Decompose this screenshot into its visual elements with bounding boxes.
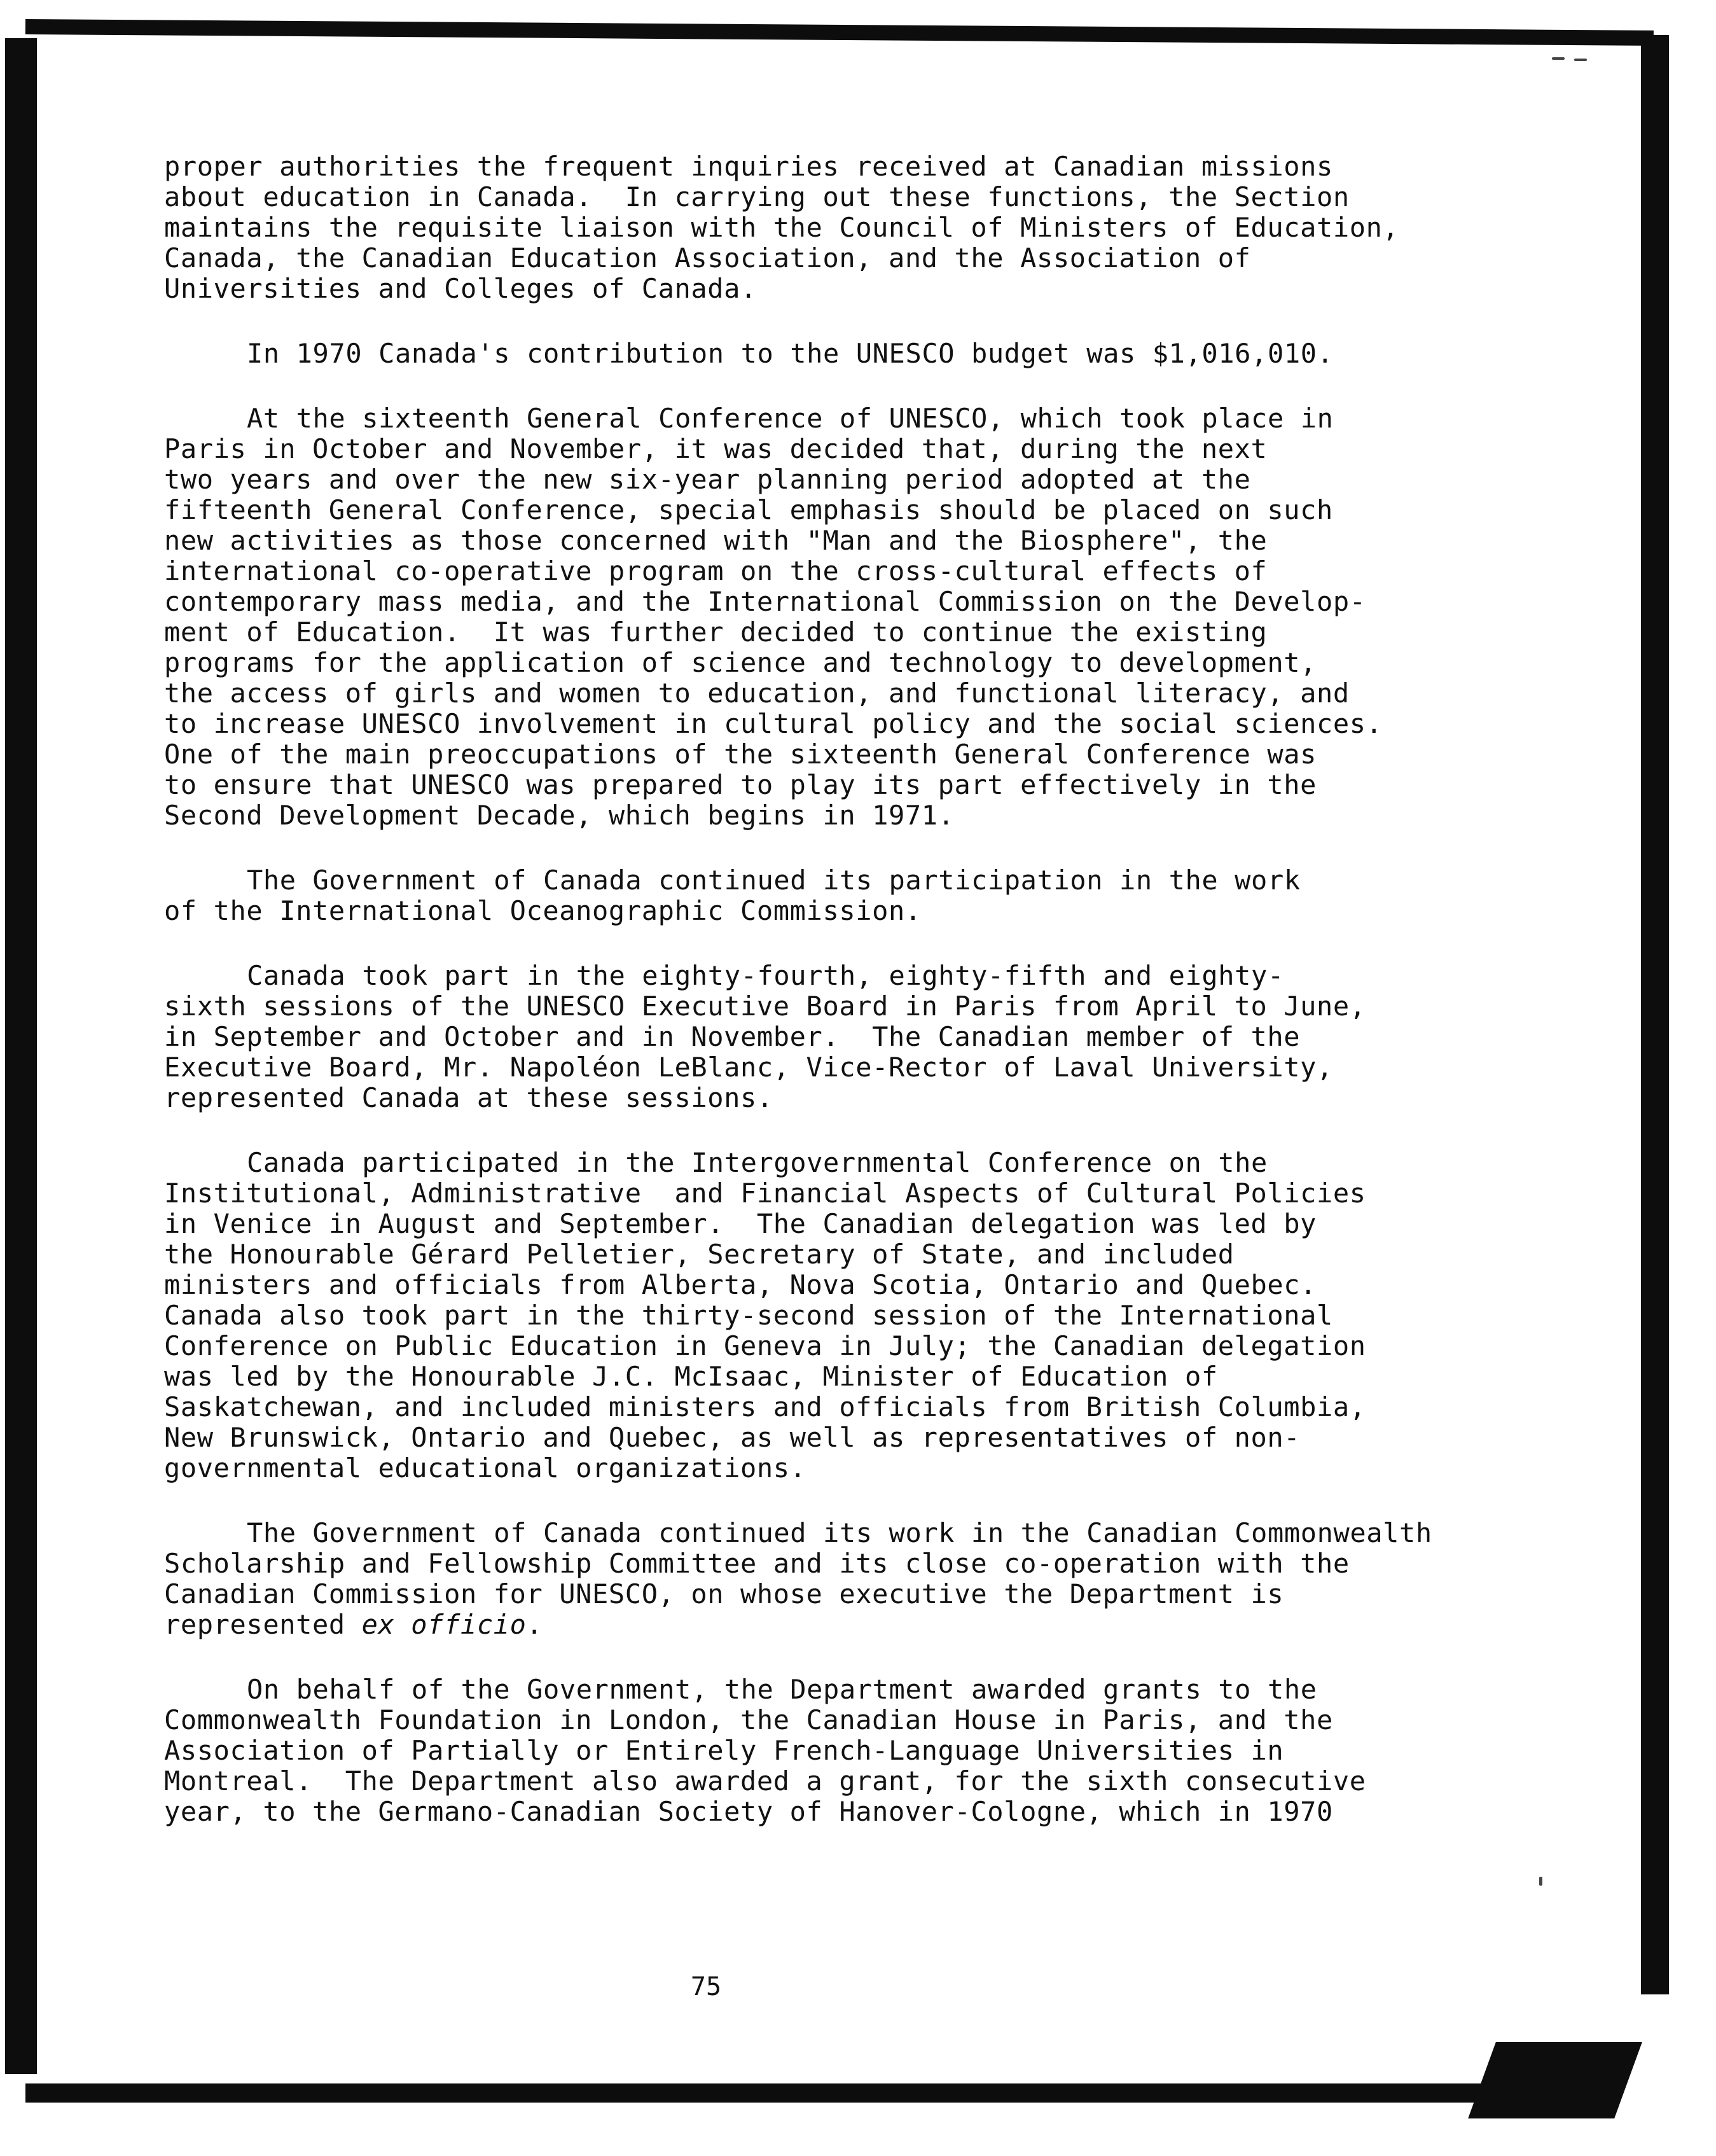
- text-line: On behalf of the Government, the Department awarded grants to the: [247, 1674, 1317, 1705]
- paragraph-4: [164, 865, 1474, 926]
- paragraph-3: [164, 403, 1474, 831]
- scan-border-left: [5, 38, 37, 2074]
- document-body: [164, 151, 1474, 1827]
- paragraph-2: [164, 338, 1474, 369]
- text-line: the access of girls and women to education, and functional literacy, and: [164, 678, 1350, 709]
- text-line: ment of Education. It was further decided to continue the existing: [164, 616, 1268, 648]
- text-line: Montreal. The Department also awarded a grant, for the sixth consecutive: [164, 1765, 1366, 1797]
- text-line: in Venice in August and September. The Canadian delegation was led by: [164, 1208, 1317, 1239]
- text-line: Executive Board, Mr. Napoléon LeBlanc, Vice-Rector of Laval University,: [164, 1052, 1333, 1083]
- text-line: Canadian Commission for UNESCO, on whose executive the Department is: [164, 1578, 1284, 1610]
- paragraph-6: [164, 1148, 1474, 1484]
- text-line: Conference on Public Education in Geneva in July; the Canadian delegation: [164, 1330, 1366, 1361]
- text-line: to increase UNESCO involvement in cultural policy and the social sciences.: [164, 708, 1383, 739]
- text-line: [164, 1610, 1474, 1640]
- text-line: The Government of Canada continued its participation in the work: [247, 865, 1301, 896]
- text-line: Paris in October and November, it was decided that, during the next: [164, 433, 1268, 464]
- paragraph-5: [164, 961, 1474, 1113]
- text-line: contemporary mass media, and the International Commission on the Develop-: [164, 586, 1366, 617]
- text-line: Canada took part in the eighty-fourth, eighty-fifth and eighty-: [247, 960, 1284, 991]
- text-line: New Brunswick, Ontario and Quebec, as well as representatives of non-: [164, 1422, 1301, 1453]
- text-line: Association of Partially or Entirely French-Language Universities in: [164, 1735, 1284, 1766]
- text-fragment: represented: [164, 1609, 362, 1640]
- text-line: Institutional, Administrative and Financial Aspects of Cultural Policies: [164, 1178, 1366, 1209]
- text-line: Saskatchewan, and included ministers and officials from British Columbia,: [164, 1391, 1366, 1422]
- text-line: At the sixteenth General Conference of UNESCO, which took place in: [247, 403, 1334, 434]
- text-line: about education in Canada. In carrying out these functions, the Section: [164, 181, 1350, 212]
- text-line: in September and October and in November. The Canadian member of the: [164, 1021, 1301, 1052]
- text-line: to ensure that UNESCO was prepared to play its part effectively in the: [164, 769, 1317, 800]
- text-line: new activities as those concerned with "Man and the Biosphere", the: [164, 525, 1268, 556]
- text-line: Canada, the Canadian Education Association, and the Association of: [164, 242, 1251, 274]
- text-line: international co-operative program on the cross-cultural effects of: [164, 555, 1268, 587]
- scan-border-bottom: [25, 2083, 1577, 2103]
- text-line: fifteenth General Conference, special emphasis should be placed on such: [164, 494, 1333, 525]
- scan-speck: [1552, 57, 1565, 60]
- paragraph-1: [164, 151, 1474, 304]
- paragraph-7: [164, 1518, 1474, 1640]
- text-line: Canada also took part in the thirty-second session of the International: [164, 1300, 1333, 1331]
- text-line: maintains the requisite liaison with the Council of Ministers of Education,: [164, 212, 1399, 243]
- text-line: of the International Oceanographic Commission.: [164, 895, 922, 926]
- text-line: year, to the Germano-Canadian Society of Hanover-Cologne, which in 1970: [164, 1796, 1333, 1827]
- text-line: sixth sessions of the UNESCO Executive Board in Paris from April to June,: [164, 991, 1366, 1022]
- text-line: Scholarship and Fellowship Committee and its close co-operation with the: [164, 1548, 1350, 1579]
- text-line: One of the main preoccupations of the sixteenth General Conference was: [164, 739, 1317, 770]
- italic-term: ex officio: [361, 1609, 527, 1640]
- scan-border-corner: [1468, 2042, 1642, 2118]
- text-line: programs for the application of science and technology to development,: [164, 647, 1317, 678]
- text-fragment: .: [526, 1609, 543, 1640]
- text-line: Second Development Decade, which begins in 1971.: [164, 800, 955, 831]
- scan-speck: [1574, 59, 1587, 61]
- text-line: Universities and Colleges of Canada.: [164, 273, 757, 304]
- text-line: was led by the Honourable J.C. McIsaac, Minister of Education of: [164, 1361, 1218, 1392]
- scan-border-top: [25, 19, 1654, 46]
- scan-speck: [1539, 1877, 1542, 1886]
- text-line: two years and over the new six-year planning period adopted at the: [164, 464, 1251, 495]
- page-number: 75: [690, 1972, 722, 2001]
- text-line: In 1970 Canada's contribution to the UNESCO budget was $1,016,010.: [247, 338, 1334, 369]
- text-line: the Honourable Gérard Pelletier, Secretary of State, and included: [164, 1239, 1235, 1270]
- text-line: proper authorities the frequent inquiries received at Canadian missions: [164, 151, 1333, 182]
- text-line: governmental educational organizations.: [164, 1452, 806, 1484]
- text-line: ministers and officials from Alberta, Nova Scotia, Ontario and Quebec.: [164, 1269, 1317, 1300]
- text-line: represented Canada at these sessions.: [164, 1082, 773, 1113]
- text-line: The Government of Canada continued its work in the Canadian Commonwealth: [247, 1517, 1432, 1548]
- text-line: Commonwealth Foundation in London, the Canadian House in Paris, and the: [164, 1704, 1333, 1735]
- text-line: Canada participated in the Intergovernmental Conference on the: [247, 1147, 1268, 1178]
- scan-border-right: [1641, 35, 1669, 1994]
- paragraph-8: [164, 1674, 1474, 1827]
